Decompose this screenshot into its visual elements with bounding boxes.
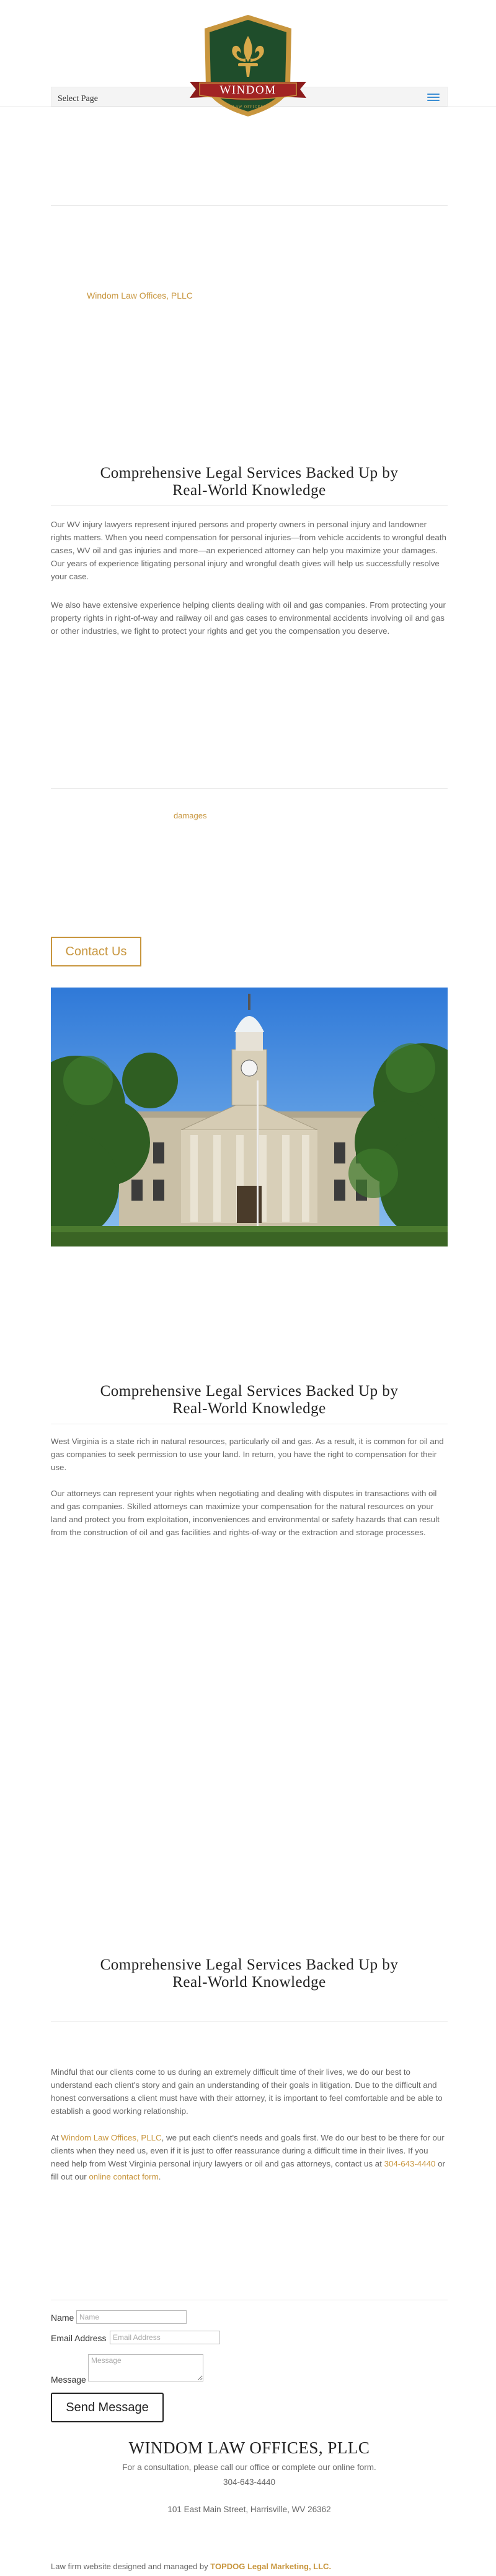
section3-paragraph2 xyxy=(51,2131,448,2183)
section1-title xyxy=(51,465,448,499)
message-label: Message xyxy=(51,2375,86,2385)
firm-name-inline-link[interactable]: Windom Law Offices, PLLC xyxy=(61,2133,162,2142)
contact-us-button[interactable]: Contact Us xyxy=(51,937,141,966)
credit-prefix: Law firm website designed and managed by xyxy=(51,2562,211,2571)
divider xyxy=(51,788,448,789)
email-input[interactable] xyxy=(110,2331,220,2344)
hamburger-menu-icon[interactable] xyxy=(427,94,440,101)
section2-paragraph2: Our attorneys can represent your rights when negotiating and dealing with disputes in transactions with oil and gas companies. Skilled attorneys can maximize your compensation for the natural resources on your land and protect you from exploitation, inconveniences and environmental or safety hazards that can result from the construction of oil and gas facilities and rights-of-way or the extraction and storage processes. xyxy=(51,1489,440,1537)
section1-paragraph1: Our WV injury lawyers represent injured persons and property owners in personal injury and landowner rights matters. When you need compensation for personal injuries—from vehicle accidents to wrongful death cases, WV oil and gas injuries and more—an experienced attorney can help you maximize your damages. Our years of experience litigating personal injury and wrongful death gives will help us successfully resolve your case. xyxy=(51,520,446,581)
text: or fill out our xyxy=(51,2159,445,2181)
topdog-link[interactable]: TOPDOG Legal Marketing, LLC. xyxy=(210,2562,332,2571)
divider xyxy=(51,505,448,506)
logo-subtext: LAW OFFICES xyxy=(232,105,264,109)
section3-paragraph1: Mindful that our clients come to us during an extremely difficult time of their lives, we do our best to understand each client's story and gain an understanding of their goals in litigation. Due to the difficult and honest conversations a client must have with their attorney, it is important to feel comfortable and be able to establish a good working relationship. xyxy=(51,2067,443,2116)
name-label: Name xyxy=(51,2313,74,2323)
courthouse-photo xyxy=(51,988,448,1246)
text: , we put each client's needs and goals first. We do our best to be there for our clients when they need us, even if it is just to offer reassurance during a difficult time in their lives. If you need help from West Virginia personal injury lawyers or oil and gas attorneys, contact us at xyxy=(51,2133,445,2168)
site-credit xyxy=(51,2560,331,2573)
name-input[interactable] xyxy=(76,2310,187,2324)
text: At xyxy=(51,2133,61,2142)
divider xyxy=(51,2021,448,2022)
section3-title-line2: Real-World Knowledge xyxy=(172,1974,326,1991)
section3-title-line1: Comprehensive Legal Services Backed Up by xyxy=(100,1956,399,1973)
section2-title-line2: Real-World Knowledge xyxy=(172,1400,326,1417)
logo-text: WINDOM xyxy=(219,84,277,97)
section3-title xyxy=(51,1956,448,1991)
footer-consultation-text: For a consultation, please call our office or complete our online form. xyxy=(122,2463,376,2472)
section2-title-line1: Comprehensive Legal Services Backed Up by xyxy=(100,1383,399,1400)
message-textarea[interactable] xyxy=(88,2354,203,2381)
phone-link[interactable]: 304-643-4440 xyxy=(384,2159,436,2168)
divider xyxy=(51,205,448,206)
section2-paragraph1: West Virginia is a state rich in natural resources, particularly oil and gas. As a result, it is common for oil and gas companies to seek permission to use your land. In return, you have the right to compensation for their use. xyxy=(51,1437,444,1472)
send-message-button[interactable]: Send Message xyxy=(51,2393,164,2422)
section1-title-line2: Real-World Knowledge xyxy=(172,482,326,499)
online-contact-form-link[interactable]: online contact form xyxy=(89,2172,159,2181)
section1-paragraph2: We also have extensive experience helping clients dealing with oil and gas companies. From protecting your property rights in right-of-way and railway oil and gas cases to environmental accidents involving oil and gas or other industries, we fight to protect your rights and get you the compensation you deserve. xyxy=(51,600,446,636)
section1-title-line1: Comprehensive Legal Services Backed Up by xyxy=(100,465,399,481)
footer-phone[interactable]: 304-643-4440 xyxy=(223,2477,276,2487)
windom-logo[interactable] xyxy=(186,12,310,130)
section2-title xyxy=(51,1383,448,1417)
damages-link[interactable]: damages xyxy=(174,811,207,820)
footer-address: 101 East Main Street, Harrisville, WV 26362 xyxy=(167,2505,331,2514)
text: . xyxy=(158,2172,161,2181)
email-label: Email Address xyxy=(51,2333,107,2343)
firm-name-link[interactable]: Windom Law Offices, PLLC xyxy=(87,291,193,300)
footer-firm-title: WINDOM LAW OFFICES, PLLC xyxy=(128,2438,370,2457)
select-page-label: Select Page xyxy=(58,94,98,103)
